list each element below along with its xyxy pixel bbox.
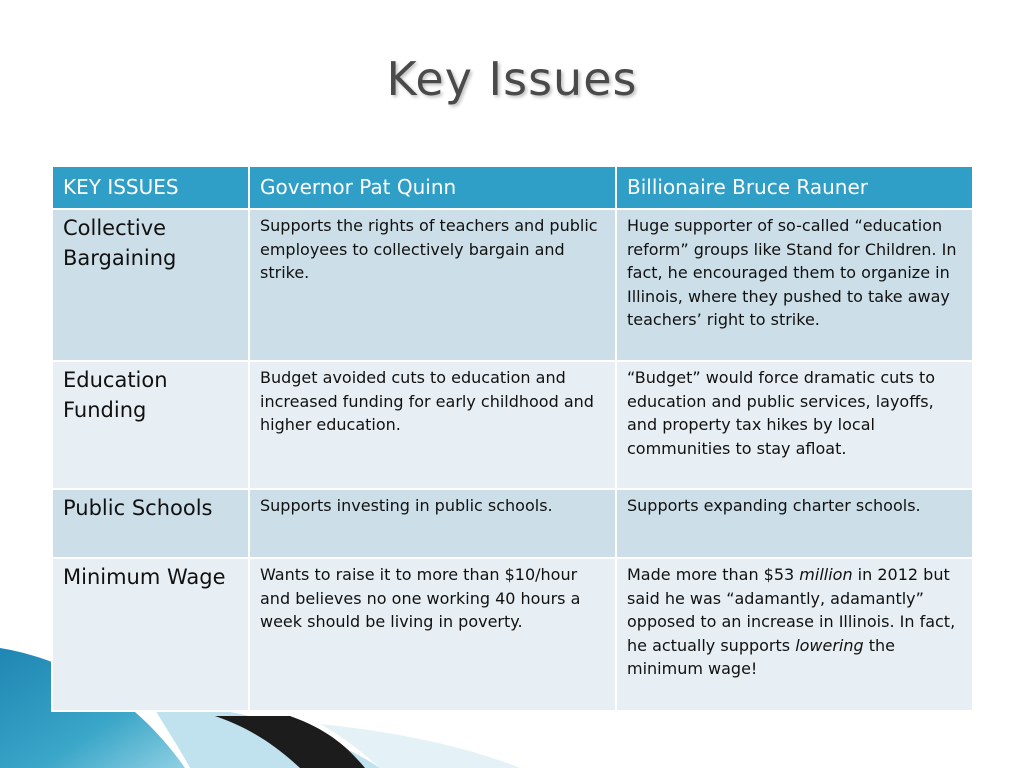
header-billionaire-bruce-rauner: Billionaire Bruce Rauner	[616, 166, 973, 209]
key-issues-table	[51, 165, 974, 712]
quinn-cell: Wants to raise it to more than $10/hour and believes no one working 40 hours a week should be living in poverty.	[249, 558, 616, 711]
rauner-text-emphasis-lowering: lowering	[795, 635, 864, 655]
issue-cell: Collective Bargaining	[52, 209, 249, 361]
swoosh-pale	[320, 724, 520, 768]
header-key-issues: KEY ISSUES	[52, 166, 249, 209]
header-governor-pat-quinn: Governor Pat Quinn	[249, 166, 616, 209]
rauner-cell: Huge supporter of so-called “education reform” groups like Stand for Children. In fact, he encouraged them to organize in Illinois, where they pushed to take away teachers’ right to strike.	[616, 209, 973, 361]
table-row	[52, 361, 973, 489]
issue-cell: Education Funding	[52, 361, 249, 489]
rauner-text-part: in 2012 but said he was “adamantly, adamantly” opposed to an increase in Illinois. In fact, he actually supports	[627, 565, 956, 655]
table-header-row	[52, 166, 973, 209]
rauner-text-emphasis-million: million	[799, 565, 853, 584]
issue-cell: Public Schools	[52, 489, 249, 558]
rauner-cell: “Budget” would force dramatic cuts to education and public services, layoffs, and property tax hikes by local communities to stay afloat.	[616, 361, 973, 489]
swoosh-dark	[215, 716, 365, 768]
rauner-cell: Supports expanding charter schools.	[616, 489, 973, 558]
rauner-cell	[616, 558, 973, 711]
rauner-text-part: Made more than $53	[627, 565, 800, 584]
table-row	[52, 489, 973, 558]
table-row	[52, 558, 973, 711]
slide-title: Key Issues	[386, 52, 638, 106]
issue-cell: Minimum Wage	[52, 558, 249, 711]
table-row	[52, 209, 973, 361]
rauner-text-part: the minimum wage!	[627, 635, 896, 678]
quinn-cell: Supports the rights of teachers and public employees to collectively bargain and strike.	[249, 209, 616, 361]
quinn-cell: Budget avoided cuts to education and increased funding for early childhood and higher education.	[249, 361, 616, 489]
quinn-cell: Supports investing in public schools.	[249, 489, 616, 558]
